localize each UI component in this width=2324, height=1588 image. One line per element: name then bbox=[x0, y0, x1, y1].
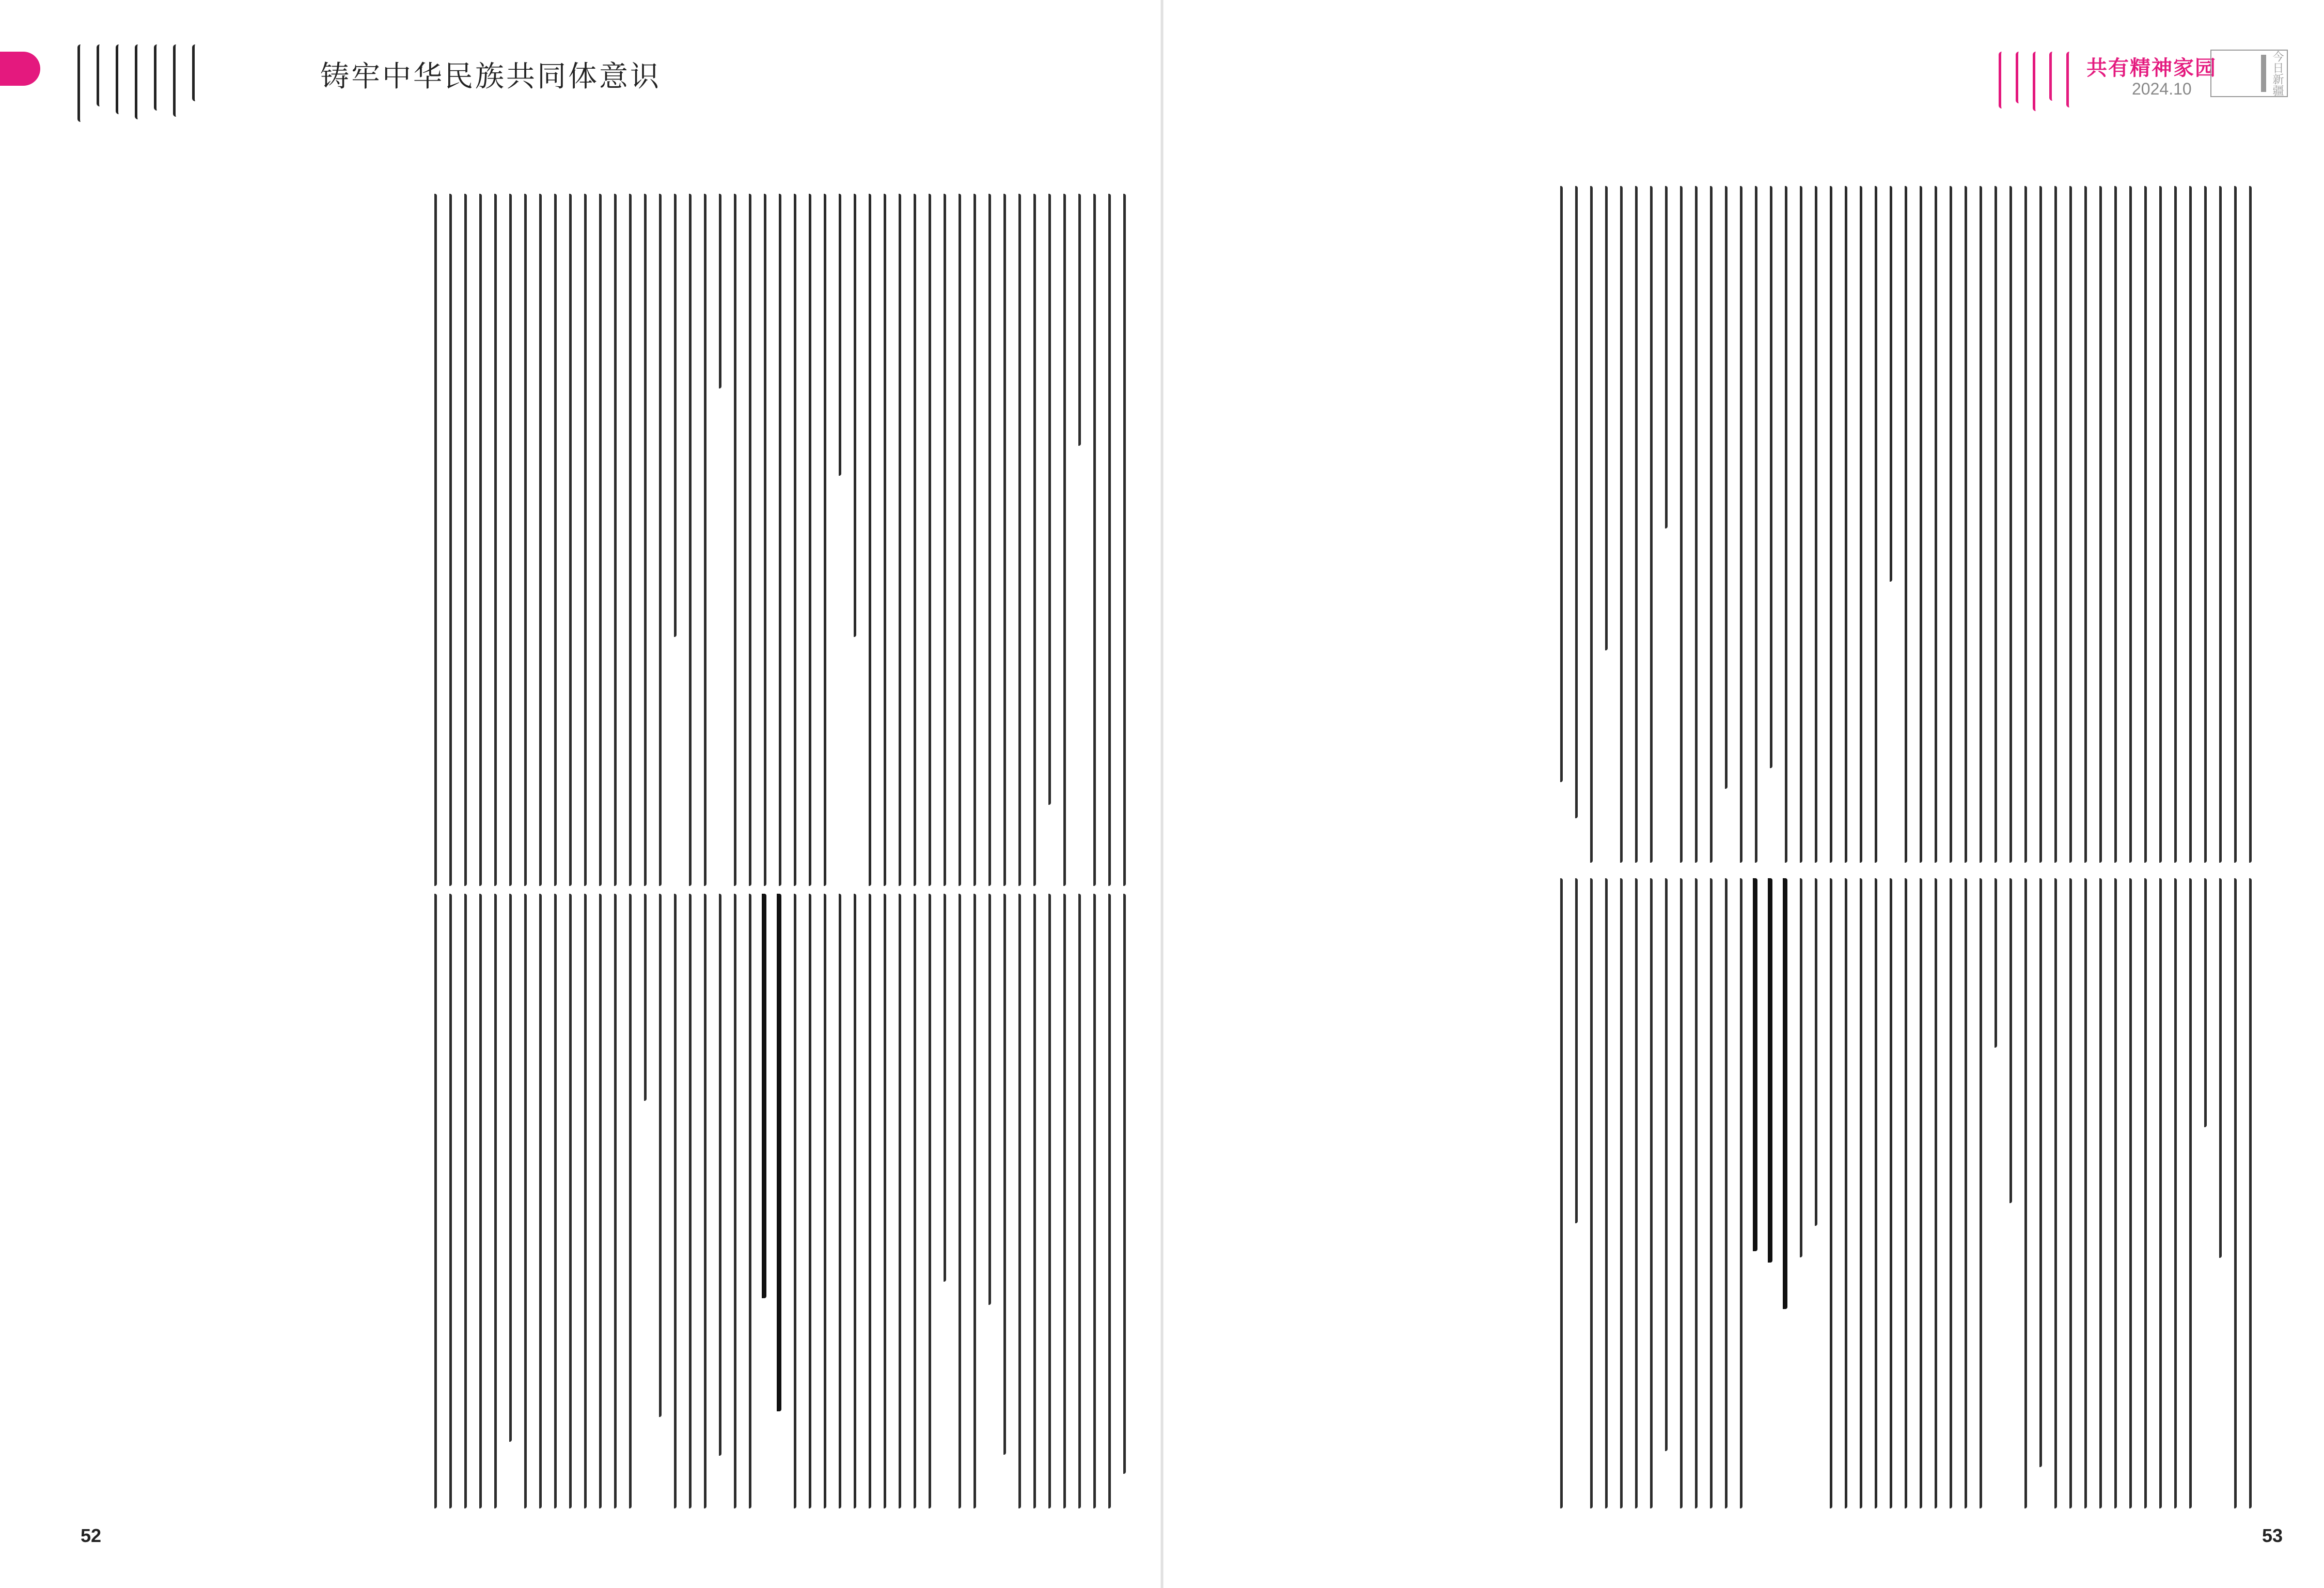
text-column bbox=[788, 194, 796, 886]
text-column bbox=[968, 894, 976, 1508]
text-column bbox=[459, 194, 467, 886]
text-column bbox=[2228, 878, 2237, 1508]
brand-chinese-title: 共有精神家园 bbox=[2086, 56, 2217, 80]
text-column bbox=[1779, 186, 1787, 863]
text-column bbox=[1103, 194, 1111, 886]
text-column bbox=[638, 194, 647, 886]
text-column bbox=[1584, 878, 1593, 1508]
text-column bbox=[1554, 878, 1563, 1508]
text-column bbox=[1764, 186, 1772, 768]
text-column bbox=[878, 894, 886, 1508]
issue-date: 2024.10 bbox=[2132, 80, 2192, 98]
text-column bbox=[593, 894, 602, 1508]
text-column bbox=[2169, 186, 2177, 863]
text-column bbox=[1779, 878, 1787, 1309]
text-column bbox=[1884, 878, 1892, 1508]
left-header-mongolian-title bbox=[77, 44, 284, 122]
text-column bbox=[608, 894, 617, 1508]
text-column bbox=[713, 894, 721, 1456]
text-column bbox=[1599, 186, 1608, 650]
text-column bbox=[1839, 878, 1847, 1508]
text-column bbox=[429, 894, 437, 1508]
text-column bbox=[519, 894, 527, 1508]
right-page-header bbox=[1999, 50, 2288, 127]
text-column bbox=[908, 894, 916, 1508]
section-tab-marker bbox=[0, 52, 40, 86]
text-column bbox=[833, 194, 841, 476]
text-column bbox=[1794, 878, 1802, 1257]
text-column bbox=[1854, 878, 1862, 1508]
text-column bbox=[1118, 194, 1126, 886]
text-column bbox=[1899, 878, 1907, 1508]
text-column bbox=[2004, 186, 2012, 863]
text-column bbox=[2213, 878, 2222, 1258]
text-column bbox=[504, 194, 512, 886]
text-column bbox=[638, 894, 647, 1101]
text-column bbox=[2019, 186, 2027, 863]
text-column bbox=[533, 894, 542, 1508]
text-column bbox=[444, 894, 452, 1508]
text-column bbox=[1884, 186, 1892, 582]
text-column bbox=[1824, 878, 1832, 1508]
text-column bbox=[2004, 878, 2012, 1203]
text-column bbox=[1734, 878, 1742, 1508]
text-column bbox=[773, 194, 781, 886]
text-column bbox=[548, 194, 557, 886]
text-column bbox=[2243, 878, 2252, 1508]
text-column bbox=[1554, 186, 1563, 782]
text-column bbox=[489, 194, 497, 886]
text-column bbox=[504, 894, 512, 1442]
text-column bbox=[578, 194, 587, 886]
text-column bbox=[653, 194, 662, 886]
text-column bbox=[893, 894, 901, 1508]
text-column bbox=[1659, 186, 1668, 528]
text-column bbox=[444, 194, 452, 886]
text-column bbox=[788, 894, 796, 1508]
text-column bbox=[668, 194, 677, 637]
brand-mongolian-title bbox=[1999, 52, 2076, 114]
text-column bbox=[623, 894, 632, 1508]
text-column bbox=[2064, 878, 2072, 1508]
text-column bbox=[474, 894, 482, 1508]
left-lower-text-block bbox=[93, 894, 1126, 1508]
text-column bbox=[1749, 878, 1757, 1251]
text-column bbox=[833, 894, 841, 1508]
text-column bbox=[2154, 186, 2162, 863]
text-column bbox=[1614, 878, 1623, 1508]
text-column bbox=[998, 894, 1006, 1455]
text-column bbox=[1599, 878, 1608, 1508]
text-column bbox=[818, 194, 826, 886]
text-column bbox=[983, 894, 991, 1305]
text-column bbox=[1764, 878, 1772, 1263]
text-column bbox=[2019, 878, 2027, 1508]
text-column bbox=[548, 894, 557, 1508]
text-column bbox=[2169, 878, 2177, 1508]
text-column bbox=[1569, 878, 1578, 1223]
text-column bbox=[2199, 878, 2207, 1127]
right-upper-text-block bbox=[1224, 186, 2252, 863]
text-column bbox=[623, 194, 632, 886]
text-column bbox=[1689, 186, 1698, 863]
text-column bbox=[1929, 878, 1937, 1508]
text-column bbox=[803, 194, 811, 886]
text-column bbox=[1959, 186, 1967, 863]
text-column bbox=[1043, 894, 1051, 1508]
text-column bbox=[2213, 186, 2222, 863]
text-column bbox=[878, 194, 886, 886]
text-column bbox=[1749, 186, 1757, 863]
text-column bbox=[519, 194, 527, 886]
text-column bbox=[1794, 186, 1802, 863]
text-column bbox=[968, 194, 976, 886]
text-column bbox=[848, 194, 856, 637]
text-column bbox=[1644, 878, 1653, 1508]
text-column bbox=[1614, 186, 1623, 863]
text-column bbox=[2228, 186, 2237, 863]
text-column bbox=[1088, 194, 1096, 886]
text-column bbox=[429, 194, 437, 886]
text-column bbox=[863, 894, 871, 1508]
text-column bbox=[863, 194, 871, 886]
text-column bbox=[1043, 194, 1051, 805]
text-column bbox=[743, 894, 751, 1508]
left-page-number: 52 bbox=[81, 1525, 102, 1546]
text-column bbox=[728, 894, 736, 1508]
text-column bbox=[893, 194, 901, 886]
text-column bbox=[1088, 894, 1096, 1508]
text-column bbox=[1674, 878, 1683, 1508]
text-column bbox=[923, 894, 931, 1508]
left-page-title: 铸牢中华民族共同体意识 bbox=[320, 60, 661, 94]
text-column bbox=[563, 194, 572, 886]
text-column bbox=[1959, 878, 1967, 1508]
text-column bbox=[923, 194, 931, 886]
text-column bbox=[1629, 878, 1638, 1508]
text-column bbox=[1914, 878, 1922, 1508]
text-column bbox=[653, 894, 662, 1417]
text-column bbox=[2034, 878, 2042, 1467]
text-column bbox=[908, 194, 916, 886]
right-page-number: 53 bbox=[2262, 1525, 2283, 1546]
text-column bbox=[2139, 878, 2147, 1508]
text-column bbox=[2124, 878, 2132, 1508]
logo-bar-icon bbox=[2261, 55, 2266, 92]
text-column bbox=[758, 194, 766, 886]
text-column bbox=[2243, 186, 2252, 863]
text-column bbox=[2124, 186, 2132, 863]
text-column bbox=[1809, 186, 1817, 863]
text-column bbox=[1854, 186, 1862, 863]
text-column bbox=[1584, 186, 1593, 863]
text-column bbox=[1118, 894, 1126, 1474]
text-column bbox=[2079, 878, 2087, 1508]
text-column bbox=[1659, 878, 1668, 1451]
text-column bbox=[1073, 894, 1081, 1508]
text-column bbox=[2154, 878, 2162, 1508]
text-column bbox=[1869, 186, 1877, 863]
text-column bbox=[1028, 194, 1036, 886]
text-column bbox=[578, 894, 587, 1508]
text-column bbox=[743, 194, 751, 886]
text-column bbox=[1719, 878, 1728, 1508]
text-column bbox=[1058, 194, 1066, 886]
text-column bbox=[983, 194, 991, 886]
text-column bbox=[2184, 186, 2192, 863]
text-column bbox=[773, 894, 781, 1411]
text-column bbox=[1569, 186, 1578, 818]
text-column bbox=[1704, 878, 1713, 1508]
text-column bbox=[2094, 186, 2102, 863]
text-column bbox=[1989, 878, 1997, 1048]
text-column bbox=[1839, 186, 1847, 863]
text-column bbox=[474, 194, 482, 886]
text-column bbox=[698, 194, 706, 886]
text-column bbox=[2034, 186, 2042, 863]
text-column bbox=[2049, 878, 2057, 1508]
text-column bbox=[2199, 186, 2207, 863]
text-column bbox=[953, 894, 961, 1508]
text-column bbox=[1058, 894, 1066, 1508]
text-column bbox=[2049, 186, 2057, 863]
text-column bbox=[2109, 186, 2117, 863]
text-column bbox=[1103, 894, 1111, 1508]
text-column bbox=[593, 194, 602, 886]
text-column bbox=[2139, 186, 2147, 863]
text-column bbox=[1028, 894, 1036, 1508]
text-column bbox=[683, 194, 692, 886]
logo-text: 今日新疆 bbox=[2271, 51, 2284, 96]
text-column bbox=[1944, 186, 1952, 863]
page-gutter bbox=[1160, 0, 1164, 1588]
text-column bbox=[1073, 194, 1081, 446]
text-column bbox=[533, 194, 542, 886]
text-column bbox=[848, 894, 856, 1508]
text-column bbox=[2184, 878, 2192, 1508]
text-column bbox=[938, 194, 946, 886]
text-column bbox=[1013, 894, 1021, 1508]
text-column bbox=[818, 894, 826, 1508]
text-column bbox=[1689, 878, 1698, 1508]
text-column bbox=[713, 194, 721, 388]
text-column bbox=[683, 894, 692, 1508]
text-column bbox=[1914, 186, 1922, 863]
text-column bbox=[489, 894, 497, 1508]
text-column bbox=[698, 894, 706, 1508]
text-column bbox=[1824, 186, 1832, 863]
text-column bbox=[953, 194, 961, 886]
text-column bbox=[938, 894, 946, 1282]
text-column bbox=[998, 194, 1006, 886]
text-column bbox=[1734, 186, 1742, 863]
text-column bbox=[608, 194, 617, 886]
text-column bbox=[1944, 878, 1952, 1508]
text-column bbox=[1869, 878, 1877, 1508]
text-column bbox=[1644, 186, 1653, 863]
text-column bbox=[803, 894, 811, 1508]
text-column bbox=[2079, 186, 2087, 863]
text-column bbox=[1719, 186, 1728, 789]
text-column bbox=[1974, 186, 1982, 863]
text-column bbox=[1704, 186, 1713, 863]
text-column bbox=[2094, 878, 2102, 1508]
text-column bbox=[1013, 194, 1021, 886]
text-column bbox=[2064, 186, 2072, 863]
text-column bbox=[1629, 186, 1638, 863]
magazine-logo bbox=[2210, 50, 2288, 97]
text-column bbox=[1929, 186, 1937, 863]
text-column bbox=[1809, 878, 1817, 1226]
text-column bbox=[1989, 186, 1997, 863]
left-upper-text-block bbox=[93, 194, 1126, 886]
text-column bbox=[1674, 186, 1683, 863]
text-column bbox=[563, 894, 572, 1508]
text-column bbox=[668, 894, 677, 1508]
right-lower-text-block bbox=[1224, 878, 2252, 1508]
text-column bbox=[459, 894, 467, 1508]
text-column bbox=[1899, 186, 1907, 863]
text-column bbox=[2109, 878, 2117, 1508]
text-column bbox=[758, 894, 766, 1298]
text-column bbox=[1974, 878, 1982, 1508]
text-column bbox=[728, 194, 736, 886]
